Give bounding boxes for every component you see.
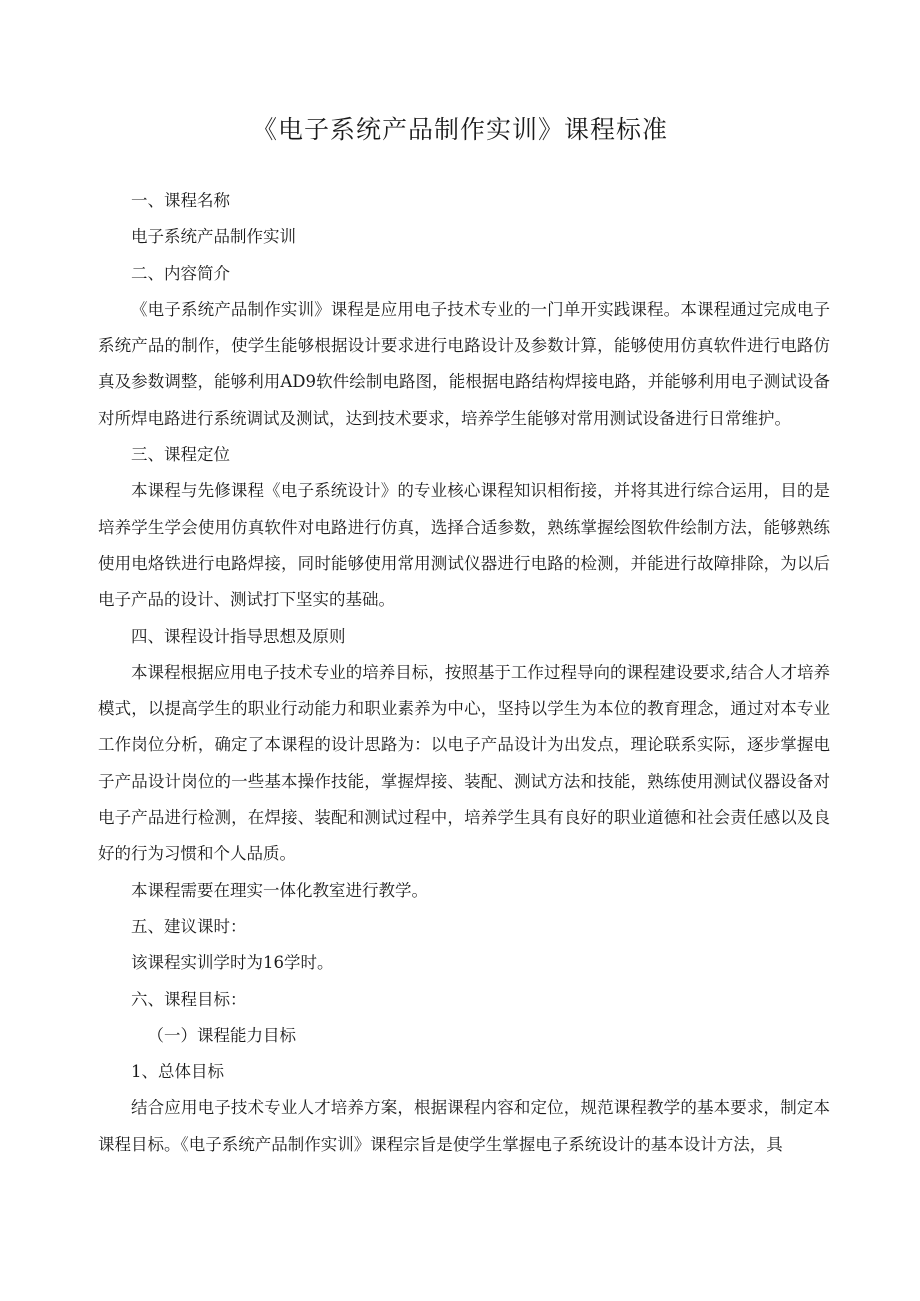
section-heading-course-objectives: 六、课程目标： (131, 989, 247, 1009)
course-positioning-paragraph: 本课程与先修课程《电子系统设计》的专业核心课程知识相衔接，并将其进行综合运用，目的是培养学生学会使用仿真软件对电路进行仿真，选择合适参数，熟练掌握绘图软件绘制方法，能够熟练使用电烙铁进行电路焊接，同时能够使用常用测试仪器进行电路的检测，并能进行故障排除，为以后电子产品的设计、测试打下坚实的基础。 (98, 481, 830, 610)
overall-objective-paragraph: 结合应用电子技术专业人才培养方案，根据课程内容和定位，规范课程教学的基本要求，制定本课程目标。《电子系统产品制作实训》课程宗旨是使学生掌握电子系统设计的基本设计方法，具 (98, 1098, 830, 1154)
subsection-heading-ability-objectives: （一）课程能力目标 (147, 1025, 296, 1045)
teaching-location-paragraph: 本课程需要在理实一体化教室进行教学。 (131, 880, 428, 900)
document-title: 《电子系统产品制作实训》课程标准 (251, 115, 668, 144)
section-heading-course-name: 一、课程名称 (131, 191, 230, 210)
section-heading-course-positioning: 三、课程定位 (131, 445, 230, 465)
section-heading-design-principles: 四、课程设计指导思想及原则 (131, 626, 346, 646)
section-heading-content-intro: 二、内容简介 (131, 263, 230, 283)
course-name-text: 电子系统产品制作实训 (131, 227, 296, 247)
subsection-item-overall-objective: 1、总体目标 (131, 1062, 224, 1082)
suggested-hours-text: 该课程实训学时为16学时。 (131, 953, 334, 973)
content-intro-paragraph: 《电子系统产品制作实训》课程是应用电子技术专业的一门单开实践课程。本课程通过完成电子系统产品的制作，使学生能够根据设计要求进行电路设计及参数计算，能够使用仿真软件进行电路仿真及参数调整，能够利用AD9软件绘制电路图，能根据电路结构焊接电路，并能够利用电子测试设备对所焊电路进行系统调试及测试，达到技术要求，培养学生能够对常用测试设备进行日常维护。 (98, 299, 830, 428)
design-principles-paragraph: 本课程根据应用电子技术专业的培养目标，按照基于工作过程导向的课程建设要求,结合人才培养模式，以提高学生的职业行动能力和职业素养为中心，坚持以学生为本位的教育理念，通过对本专业工作岗位分析，确定了本课程的设计思路为：以电子产品设计为出发点，理论联系实际，逐步掌握电子产品设计岗位的一些基本操作技能，掌握焊接、装配、测试方法和技能，熟练使用测试仪器设备对电子产品进行检测，在焊接、装配和测试过程中，培养学生具有良好的职业道德和社会责任感以及良好的行为习惯和个人品质。 (98, 662, 830, 864)
section-heading-suggested-hours: 五、建议课时： (131, 916, 247, 936)
document-body (98, 183, 830, 1163)
